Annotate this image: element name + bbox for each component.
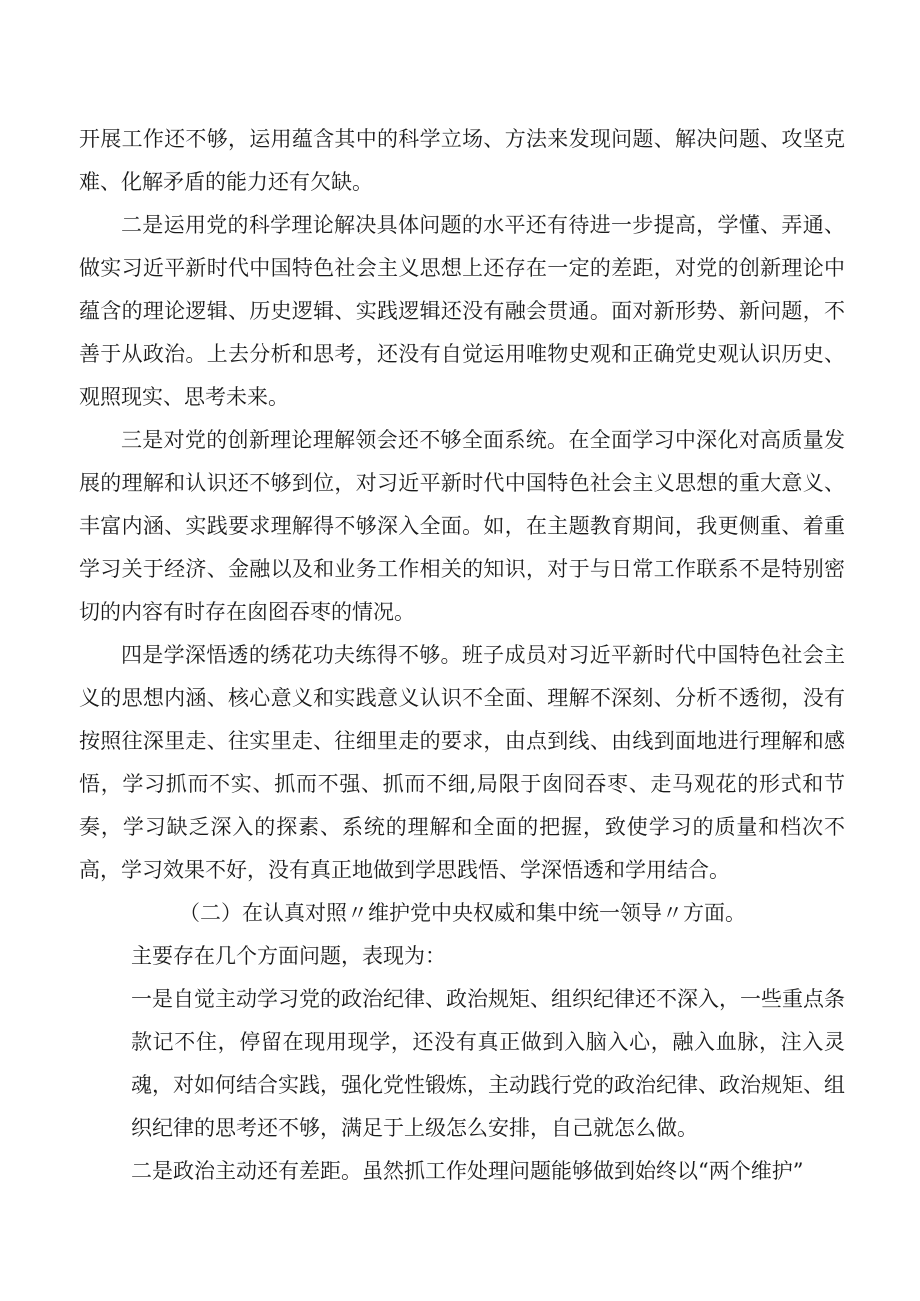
- paragraph-continuation: 开展工作还不够，运用蕴含其中的科学立场、方法来发现问题、解决问题、攻坚克难、化解矛盾的能力还有欠缺。: [79, 127, 845, 194]
- section-heading: （二）在认真对照〃维护党中央权威和集中统一领导〃方面。: [179, 901, 746, 925]
- paragraph-point-four: 四是学深悟透的绣花功夫练得不够。班子成员对习近平新时代中国特色社会主义的思想内涵、核心意义和实践意义认识不全面、理解不深刻、分析不透彻，没有按照往深里走、往实里走、往细里走的要求，由点到线、由线到面地进行理解和感悟，学习抓而不实、抓而不强、抓而不细,局限于囱冏吞枣、走马观花的形式和节奏，学习缺乏深入的探素、系统的理解和全面的把握，致使学习的质量和档次不高，学习效果不好，没有真正地做到学思践悟、学深悟透和学用结合。: [79, 643, 845, 882]
- paragraph-summary: 主要存在几个方面问题，表现为：: [131, 944, 446, 968]
- paragraph-issue-two: 二是政治主动还有差距。虽然抓工作处理问题能够做到始终以“两个维护”: [131, 1159, 804, 1183]
- paragraph-point-two: 二是运用党的科学理论解决具体问题的水平还有待进一步提高，学懂、弄通、做实习近平新时代中国特色社会主义思想上还存在一定的差距，对党的创新理论中蕴含的理论逻辑、历史逻辑、实践逻辑还没有融会贯通。面对新形势、新问题，不善于从政治。上去分析和思考，还没有自觉运用唯物史观和正确党史观认识历史、观照现实、思考未来。: [79, 213, 845, 409]
- paragraph-issue-one: 一是自觉主动学习党的政治纪律、政治规矩、组织纪律还不深入，一些重点条款记不住，停留在现用现学，还没有真正做到入脑入心，融入血脉，注入灵魂，对如何结合实践，强化党性锻炼，主动践行党的政治纪律、政治规矩、组织纪律的思考还不够，满足于上级怎么安排，自己就怎么做。: [131, 987, 845, 1140]
- document-body: [79, 118, 845, 1193]
- paragraph-point-three: 三是对党的创新理论理解领会还不够全面系统。在全面学习中深化对高质量发展的理解和认识还不够到位，对习近平新时代中国特色社会主义思想的重大意义、丰富内涵、实践要求理解得不够深入全面。如，在主题教育期间，我更侧重、着重学习关于经济、金融以及和业务工作相关的知识，对于与日常工作联系不是特别密切的内容有时存在囱囵吞枣的情况。: [79, 428, 845, 624]
